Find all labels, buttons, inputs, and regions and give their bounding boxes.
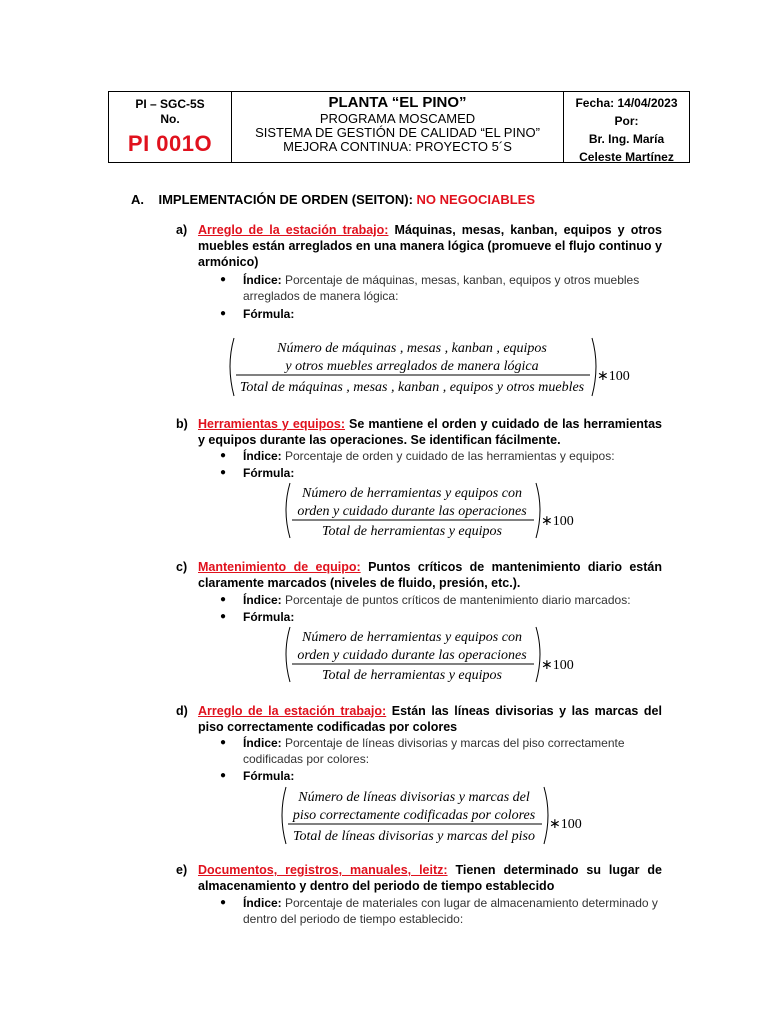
bullet-indice-e: ● Índice: Porcentaje de materiales con lugar de almacenamiento determinado y dentro del periodo de tiempo establecido:: [220, 896, 658, 926]
formula-denominator: Total de herramientas y equipos: [322, 668, 502, 683]
formula-numerator-1: Número de herramientas y equipos con: [302, 630, 522, 645]
bullet-indice-d: ● Índice: Porcentaje de líneas divisorias y marcas del piso correctamente codificadas por colores:: [220, 736, 625, 766]
formula-b: [282, 480, 582, 542]
item-text: Puntos críticos de mantenimiento diario están claramente marcados (niveles de fluido, presión, etc.).: [198, 560, 662, 590]
bullet-formula-b: ● Fórmula:: [220, 466, 295, 480]
indice-label: Índice:: [243, 736, 282, 750]
item-text: Se mantiene el orden y cuidado de las herramientas y equipos durante las operaciones. Se identifican fácilmente.: [198, 417, 662, 447]
indice-label: Índice:: [243, 896, 282, 910]
section-heading: [131, 192, 535, 207]
formula-multiplier: ∗100: [597, 369, 630, 384]
item-label: e): [176, 863, 188, 877]
indice-text: Porcentaje de máquinas, mesas, kanban, equipos y otros muebles arreglados de manera lógica:: [243, 273, 640, 303]
doc-project: MEJORA CONTINUA: PROYECTO 5´S: [283, 139, 512, 154]
indice-label: Índice:: [243, 593, 282, 607]
document-header: [108, 91, 690, 163]
item-b: [176, 416, 662, 448]
item-label: a): [176, 223, 188, 237]
doc-program: PROGRAMA MOSCAMED: [319, 111, 476, 126]
doc-code: PI – SGC-5S: [135, 97, 205, 111]
doc-system: SISTEMA DE GESTIÓN DE CALIDAD “EL PINO”: [255, 125, 540, 140]
doc-meta-cell: [564, 92, 689, 162]
formula-label: Fórmula:: [243, 466, 295, 480]
bullet-formula-a: ● Fórmula:: [220, 307, 295, 321]
bullet-indice-a: ● Índice: Porcentaje de máquinas, mesas, kanban, equipos y otros muebles arreglados de manera lógica:: [220, 273, 640, 303]
item-title: Herramientas y equipos:: [198, 417, 346, 431]
formula-numerator-1: Número de máquinas , mesas , kanban , equipos: [277, 341, 547, 356]
formula-numerator-2: orden y cuidado durante las operaciones: [297, 648, 527, 663]
indice-text: Porcentaje de materiales con lugar de almacenamiento determinado y dentro del periodo de tiempo establecido:: [243, 896, 658, 926]
formula-denominator: Total de máquinas , mesas , kanban , equipos y otros muebles: [239, 380, 585, 395]
doc-date: Fecha: 14/04/2023: [575, 96, 678, 110]
formula-denominator: Total de herramientas y equipos: [322, 524, 502, 539]
item-text: Máquinas, mesas, kanban, equipos y otros muebles están arreglados en una manera lógica (promueve el flujo continuo y armónico): [198, 223, 662, 269]
item-title: Mantenimiento de equipo:: [198, 560, 361, 574]
doc-no-label: No.: [160, 112, 180, 126]
formula-d: [278, 784, 598, 848]
section-title: IMPLEMENTACIÓN DE ORDEN (SEITON):: [158, 192, 413, 207]
item-title: Arreglo de la estación trabajo:: [198, 704, 387, 718]
formula-multiplier: ∗100: [541, 658, 574, 673]
indice-label: Índice:: [243, 449, 282, 463]
indice-text: Porcentaje de orden y cuidado de las herramientas y equipos:: [281, 449, 615, 463]
doc-number: PI 001O: [127, 131, 213, 156]
formula-label: Fórmula:: [243, 769, 295, 783]
formula-multiplier: ∗100: [549, 817, 582, 832]
bullet-formula-d: ● Fórmula:: [220, 769, 295, 783]
item-title: Documentos, registros, manuales, leitz:: [198, 863, 448, 877]
doc-by-label: Por:: [614, 114, 639, 128]
item-e: [176, 862, 662, 894]
item-text: Están las líneas divisorias y las marcas del piso correctamente codificadas por colores: [198, 704, 662, 734]
formula-multiplier: ∗100: [541, 514, 574, 529]
formula-numerator-1: Número de líneas divisorias y marcas del: [298, 790, 530, 805]
section-highlight: NO NEGOCIABLES: [416, 192, 536, 207]
item-label: d): [176, 704, 188, 718]
doc-title-cell: [232, 92, 564, 162]
item-d: [176, 703, 662, 735]
item-a: [176, 222, 662, 270]
item-label: c): [176, 560, 188, 574]
formula-a: [226, 334, 636, 400]
formula-denominator: Total de líneas divisorias y marcas del piso: [292, 829, 536, 844]
formula-label: Fórmula:: [243, 610, 295, 624]
item-text: Tienen determinado su lugar de almacenamiento y dentro del periodo de tiempo establecido: [198, 863, 663, 893]
doc-code-cell: [109, 92, 232, 162]
section-label: A.: [131, 192, 144, 207]
bullet-indice-b: ● Índice: Porcentaje de orden y cuidado de las herramientas y equipos:: [220, 449, 615, 463]
bullet-formula-c: ● Fórmula:: [220, 610, 295, 624]
formula-numerator-2: y otros muebles arreglados de manera lógica: [285, 359, 539, 374]
formula-label: Fórmula:: [243, 307, 295, 321]
formula-numerator-1: Número de herramientas y equipos con: [302, 486, 522, 501]
formula-numerator-2: piso correctamente codificadas por colores: [292, 808, 536, 823]
doc-title: PLANTA “EL PINO”: [328, 94, 467, 111]
doc-author-line2: Celeste Martínez: [579, 150, 674, 164]
indice-text: Porcentaje de puntos críticos de mantenimiento diario marcados:: [281, 593, 631, 607]
item-label: b): [176, 417, 188, 431]
doc-author-line1: Br. Ing. María: [588, 132, 665, 146]
formula-c: [282, 624, 582, 686]
indice-label: Índice:: [243, 273, 282, 287]
formula-numerator-2: orden y cuidado durante las operaciones: [297, 504, 527, 519]
item-c: [176, 559, 662, 591]
indice-text: Porcentaje de líneas divisorias y marcas del piso correctamente codificadas por colores:: [243, 736, 625, 766]
item-title: Arreglo de la estación trabajo:: [198, 223, 389, 237]
bullet-indice-c: ● Índice: Porcentaje de puntos críticos de mantenimiento diario marcados:: [220, 593, 631, 607]
